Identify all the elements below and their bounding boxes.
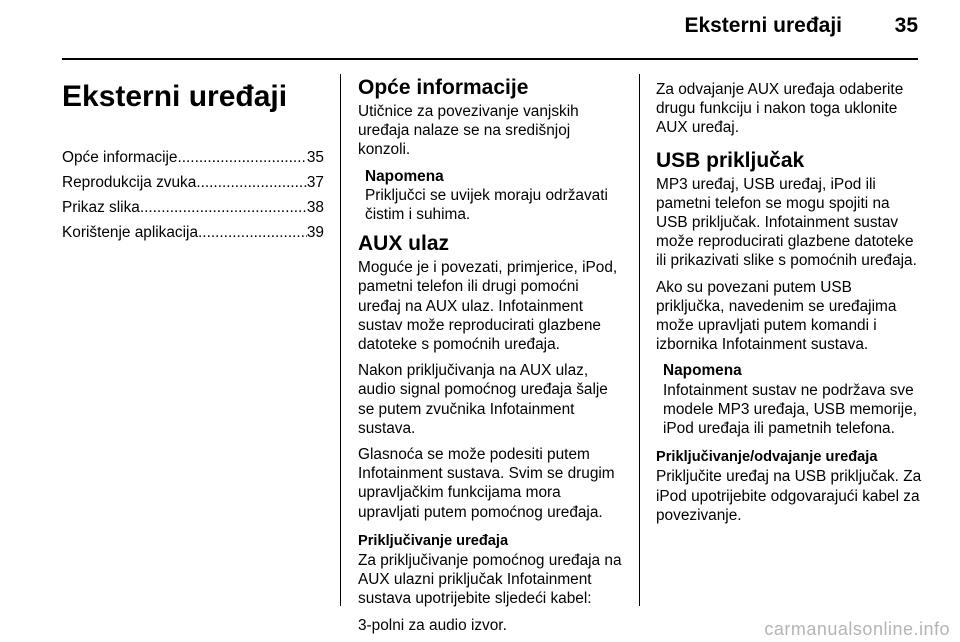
toc-label: Prikaz slika — [62, 199, 140, 216]
toc-label: Korištenje aplikacija — [62, 224, 199, 241]
section-heading-usb: USB priključak — [656, 148, 805, 172]
subheading-connect-disconnect: Priključivanje/odvajanje uređaja — [656, 449, 878, 466]
column-toc — [62, 74, 324, 245]
paragraph: Ako su povezani putem USB priključka, navedenim se uređajima može upravljati putem komandi i izbornika Infotainment sustava. — [656, 278, 897, 354]
toc-entry-apps[interactable] — [62, 220, 324, 245]
watermark-text: carmanualsonline.info — [764, 619, 950, 639]
toc-page: 38 — [306, 199, 324, 216]
note-label: Napomena — [365, 167, 444, 185]
paragraph: MP3 uređaj, USB uređaj, iPod ili pametni telefon se mogu spojiti na USB priključak. Infotainment sustav može reproducirati glazbene datoteke ili prikazivati slike s pomoćnih uređaja. — [656, 175, 917, 270]
paragraph: Za priključivanje pomoćnog uređaja na AUX ulazni priključak Infotainment sustava upotrijebite sljedeći kabel: — [358, 552, 622, 608]
toc-entry-audio-playback[interactable] — [62, 170, 324, 195]
note-label: Napomena — [663, 362, 742, 380]
paragraph: Nakon priključivanja na AUX ulaz, audio signal pomoćnog uređaja šalje se putem zvučnika Infotainment sustava. — [358, 362, 608, 437]
paragraph: Utičnice za povezivanje vanjskih uređaja nalaze se na središnjoj konzoli. — [358, 103, 579, 159]
column-usb — [656, 80, 922, 532]
toc-page: 39 — [306, 224, 324, 241]
running-header-title: Eksterni uređaji — [684, 14, 842, 37]
toc-entry-pictures[interactable] — [62, 195, 324, 220]
note-text: Infotainment sustav ne podržava sve modele MP3 uređaja, USB memorije, iPod uređaja ili pametnih telefona. — [663, 381, 918, 438]
section-heading-general-info: Opće informacije — [358, 76, 529, 99]
paragraph: Moguće je i povezati, primjerice, iPod, pametni telefon ili drugi pomoćni uređaj na AUX ulaz. Infotainment sustav može reproducirati glazbene datoteke s pomoćnih uređaja. — [358, 259, 618, 354]
toc-page: 35 — [306, 149, 324, 166]
section-heading-aux: AUX ulaz — [358, 232, 450, 256]
toc-leader — [196, 170, 307, 195]
toc-leader — [198, 220, 307, 245]
note-text: Priključci se uvijek moraju održavati čistim i suhima. — [365, 186, 608, 224]
toc-label: Reprodukcija zvuka — [62, 174, 197, 191]
column-divider-1 — [340, 74, 341, 606]
toc-leader — [140, 195, 307, 220]
page-number: 35 — [894, 14, 918, 37]
note-box — [663, 361, 922, 438]
column-general-info — [358, 74, 624, 642]
toc-label: Opće informacije — [62, 149, 178, 166]
note-box — [365, 167, 624, 225]
paragraph: Priključite uređaj na USB priključak. Za iPod upotrijebite odgovarajući kabel za povezivanje. — [656, 468, 922, 524]
header-divider — [62, 58, 918, 60]
toc-entry-general-info[interactable] — [62, 145, 324, 170]
toc-page: 37 — [306, 174, 324, 191]
chapter-title: Eksterni uređaji — [62, 80, 288, 113]
subheading-connecting: Priključivanje uređaja — [358, 532, 509, 549]
table-of-contents — [62, 145, 324, 245]
paragraph: 3-polni za audio izvor. — [358, 616, 507, 634]
paragraph: Za odvajanje AUX uređaja odaberite drugu funkciju i nakon toga uklonite AUX uređaj. — [656, 81, 904, 137]
toc-leader — [177, 145, 306, 170]
paragraph: Glasnoća se može podesiti putem Infotainment sustava. Svim se drugim upravljačkim funkcijama mora upravljati putem pomoćnog uređaja. — [358, 446, 615, 521]
column-divider-2 — [639, 74, 640, 606]
